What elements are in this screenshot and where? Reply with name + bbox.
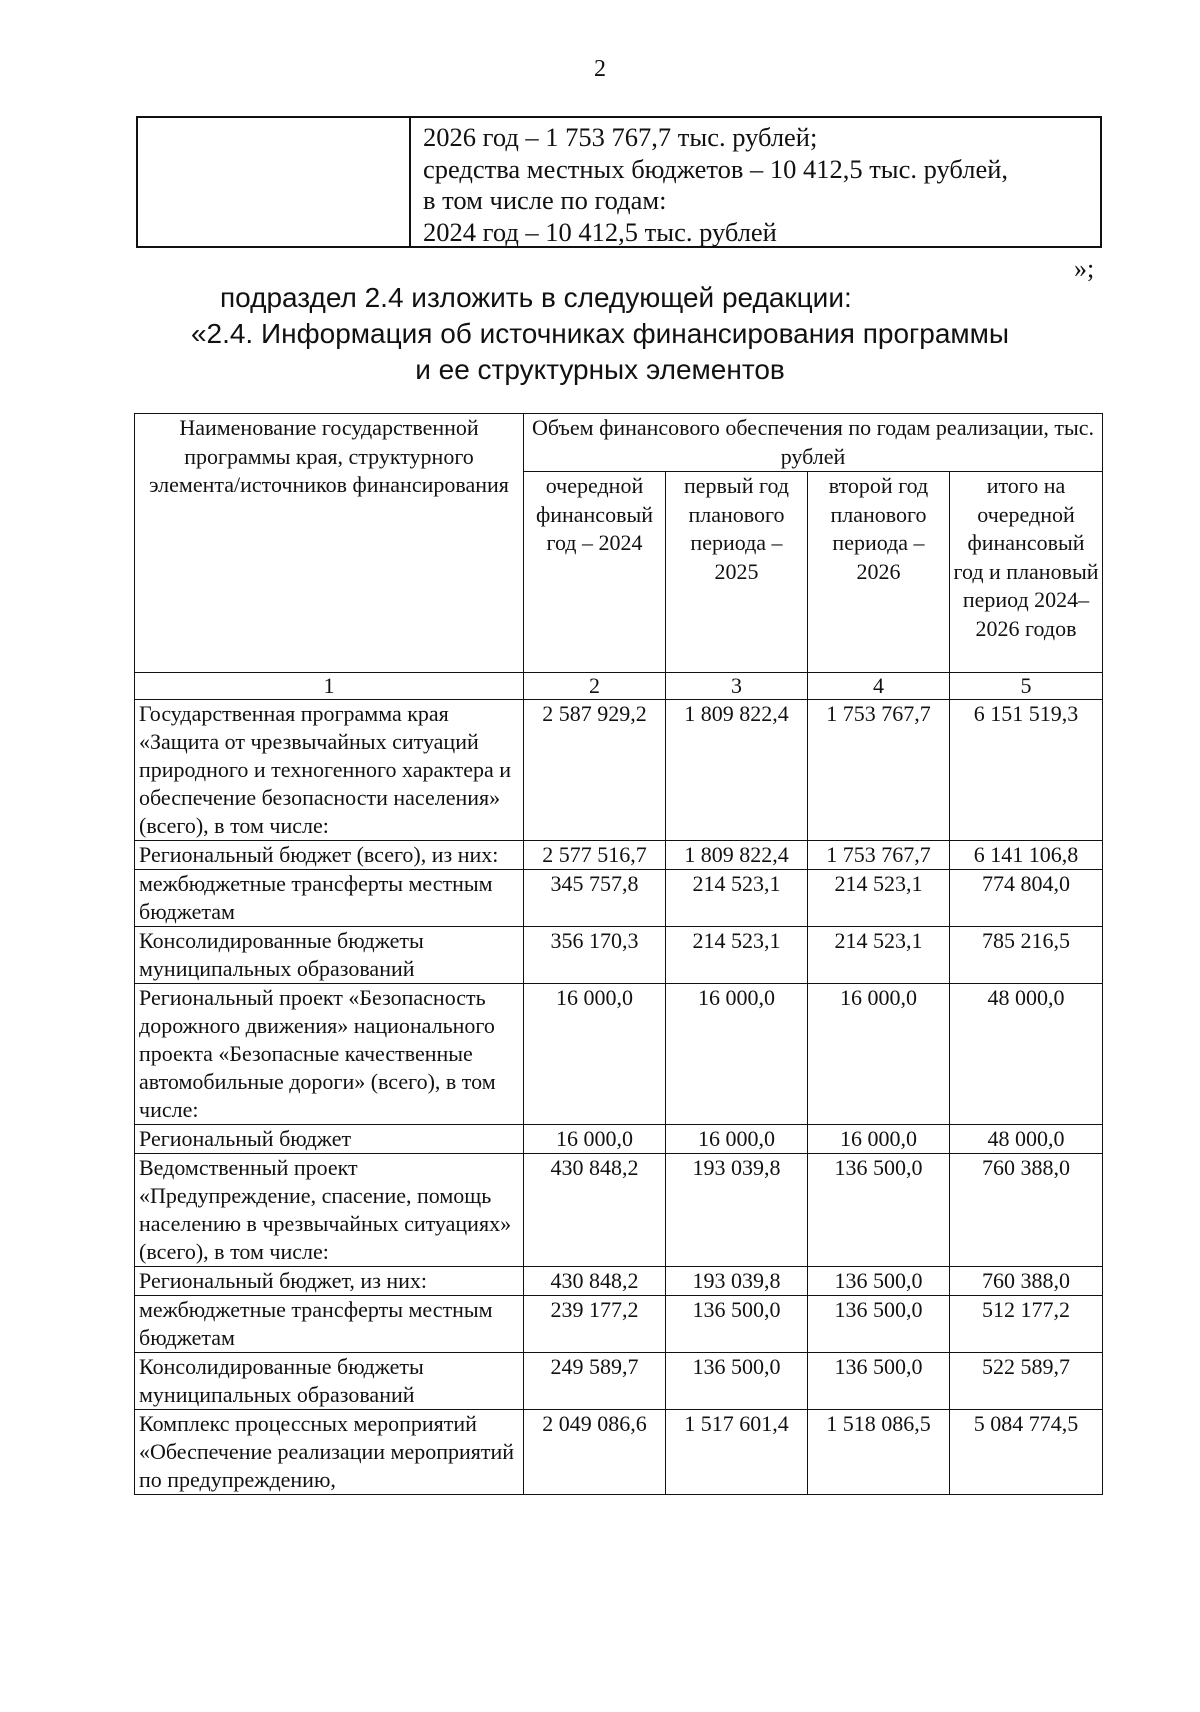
value-total: 774 804,0 [950, 870, 1103, 927]
funding-line: 2024 год – 10 412,5 тыс. рублей [423, 216, 777, 247]
value-2024: 356 170,3 [524, 927, 666, 984]
value-2025: 16 000,0 [666, 984, 808, 1125]
financing-table [134, 413, 1103, 1495]
value-2025: 136 500,0 [666, 1296, 808, 1353]
table-row [135, 984, 1103, 1125]
value-2025: 193 039,8 [666, 1154, 808, 1267]
value-2026: 214 523,1 [808, 870, 950, 927]
table-row [135, 870, 1103, 927]
header-group: Объем финансового обеспечения по годам реализации, тыс. рублей [524, 414, 1103, 472]
value-total: 522 589,7 [950, 1353, 1103, 1410]
row-name: межбюджетные трансферты местным бюджетам [135, 1296, 524, 1353]
value-2024: 16 000,0 [524, 1125, 666, 1154]
row-name: Ведомственный проект «Предупреждение, спасение, помощь населению в чрезвычайных ситуациях» (всего), в том числе: [135, 1154, 524, 1267]
row-name: межбюджетные трансферты местным бюджетам [135, 870, 524, 927]
table-row [135, 1267, 1103, 1296]
intro-text: подраздел 2.4 изложить в следующей редакции: [220, 282, 852, 313]
table-row [135, 841, 1103, 870]
funding-line: 2026 год – 1 753 767,7 тыс. рублей; [423, 122, 818, 152]
table-row [135, 927, 1103, 984]
value-2024: 345 757,8 [524, 870, 666, 927]
value-2026: 16 000,0 [808, 1125, 950, 1154]
value-2025: 214 523,1 [666, 927, 808, 984]
value-2026: 136 500,0 [808, 1154, 950, 1267]
value-total: 760 388,0 [950, 1267, 1103, 1296]
column-index: 5 [950, 673, 1103, 700]
value-total: 785 216,5 [950, 927, 1103, 984]
value-2026: 1 753 767,7 [808, 841, 950, 870]
value-2026: 1 753 767,7 [808, 700, 950, 841]
header-2025: первый год планового периода – 2025 [666, 472, 808, 673]
value-2026: 1 518 086,5 [808, 1410, 950, 1495]
value-2026: 16 000,0 [808, 984, 950, 1125]
section-title-line: «2.4. Информация об источниках финансирования программы [190, 318, 1010, 349]
section-title-line: и ее структурных элементов [415, 354, 785, 385]
value-2025: 1 517 601,4 [666, 1410, 808, 1495]
funding-line: средства местных бюджетов – 10 412,5 тыс. рублей, [423, 153, 1009, 184]
value-total: 6 151 519,3 [950, 700, 1103, 841]
value-2024: 2 587 929,2 [524, 700, 666, 841]
value-total: 512 177,2 [950, 1296, 1103, 1353]
table-row [135, 1125, 1103, 1154]
row-name: Региональный проект «Безопасность дорожного движения» национального проекта «Безопасные качественные автомобильные дороги» (всего), в том числе: [135, 984, 524, 1125]
value-2025: 1 809 822,4 [666, 700, 808, 841]
column-index: 4 [808, 673, 950, 700]
header-2024: очередной финансовый год – 2024 [524, 472, 666, 673]
value-2024: 249 589,7 [524, 1353, 666, 1410]
table-row [135, 1410, 1103, 1495]
row-name: Консолидированные бюджеты муниципальных образований [135, 1353, 524, 1410]
section-title [0, 316, 1200, 388]
value-2024: 2 577 516,7 [524, 841, 666, 870]
header-2026: второй год планового периода – 2026 [808, 472, 950, 673]
value-2025: 193 039,8 [666, 1267, 808, 1296]
table-row [135, 1353, 1103, 1410]
value-2025: 1 809 822,4 [666, 841, 808, 870]
value-2024: 239 177,2 [524, 1296, 666, 1353]
value-2024: 16 000,0 [524, 984, 666, 1125]
row-name: Региональный бюджет [135, 1125, 524, 1154]
page-number: 2 [594, 56, 606, 82]
value-2026: 136 500,0 [808, 1267, 950, 1296]
value-total: 48 000,0 [950, 1125, 1103, 1154]
value-2024: 2 049 086,6 [524, 1410, 666, 1495]
row-name: Консолидированные бюджеты муниципальных образований [135, 927, 524, 984]
row-name: Комплекс процессных мероприятий «Обеспечение реализации мероприятий по предупреждению, [135, 1410, 524, 1495]
value-2025: 136 500,0 [666, 1353, 808, 1410]
funding-line: в том числе по годам: [423, 185, 667, 215]
table-row [135, 700, 1103, 841]
row-name: Государственная программа края «Защита от чрезвычайных ситуаций природного и техногенного характера и обеспечение безопасности населения» (всего), в том числе: [135, 700, 524, 841]
closing-mark: »; [1074, 254, 1095, 283]
header-total: итого на очередной финансовый год и плановый период 2024–2026 годов [950, 472, 1103, 673]
column-index: 3 [666, 673, 808, 700]
row-name: Региональный бюджет, из них: [135, 1267, 524, 1296]
header-name: Наименование государственной программы края, структурного элемента/источников финансирования [135, 414, 524, 673]
value-total: 760 388,0 [950, 1154, 1103, 1267]
funding-lines [423, 122, 1008, 248]
value-total: 48 000,0 [950, 984, 1103, 1125]
value-2026: 214 523,1 [808, 927, 950, 984]
value-2026: 136 500,0 [808, 1296, 950, 1353]
table-row [135, 1296, 1103, 1353]
column-index: 1 [135, 673, 524, 700]
column-index: 2 [524, 673, 666, 700]
row-name: Региональный бюджет (всего), из них: [135, 841, 524, 870]
value-total: 5 084 774,5 [950, 1410, 1103, 1495]
value-2024: 430 848,2 [524, 1267, 666, 1296]
continuation-table [136, 116, 1102, 248]
value-2024: 430 848,2 [524, 1154, 666, 1267]
table-row [135, 1154, 1103, 1267]
value-2026: 136 500,0 [808, 1353, 950, 1410]
value-2025: 16 000,0 [666, 1125, 808, 1154]
column-divider [409, 118, 411, 246]
value-total: 6 141 106,8 [950, 841, 1103, 870]
value-2025: 214 523,1 [666, 870, 808, 927]
